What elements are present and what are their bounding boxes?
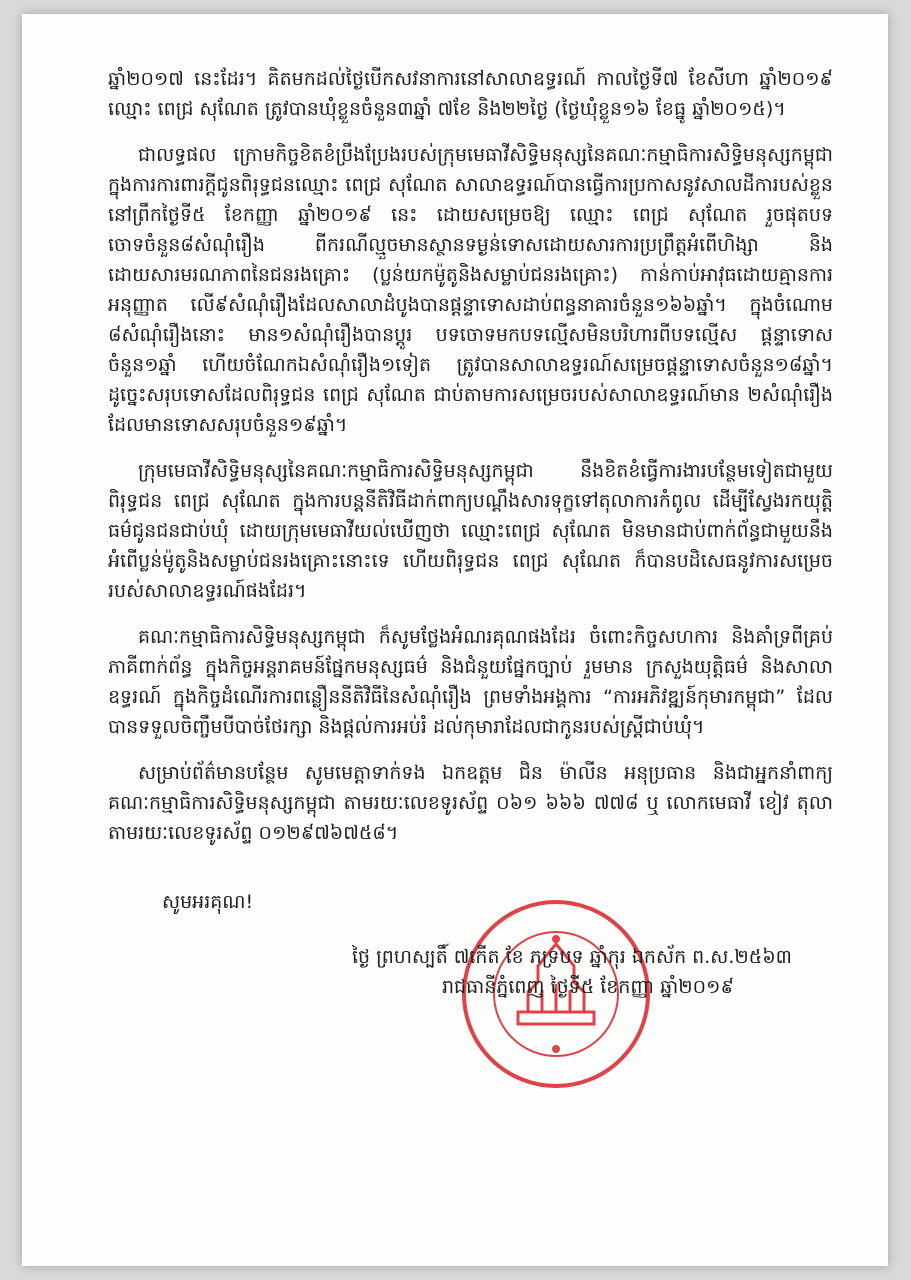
date-block — [352, 942, 832, 1002]
paragraph-4: គណៈកម្មាធិការសិទ្ធិមនុស្សកម្ពុជា ក៏សូមថ្លែងអំណរគុណផងដែរ ចំពោះកិច្ចសហការ និងគាំទ្រពីគ្រប់ភាគីពាក់ព័ន្ធ ក្នុងកិច្ចអន្តរាគមន៍ផ្នែកមនុស្សធម៌ និងជំនួយផ្នែកច្បាប់ រួមមាន ក្រសួងយុត្តិធម៌ និងសាលាឧទ្ធរណ៍ ក្នុងកិច្ចដំណើរការពន្លឿននីតិវិធីនៃសំណុំរឿង ព្រមទាំងអង្គការ “ការអភិវឌ្ឍន៍កុមារកម្ពុជា” ដែលបានទទួលចិញ្ចឹមបីបាច់ថែរក្សា និងផ្តល់ការអប់រំ ដល់កុមារាដែលជាកូនរបស់ស្ត្រីជាប់ឃុំ។ — [108, 626, 833, 738]
paragraph-1: ឆ្នាំ២០១៧ នេះដែរ។ គិតមកដល់ថ្ងៃបើកសវនាការនៅសាលាឧទ្ធរណ៍ កាលថ្ងៃទី៧ ខែសីហា ឆ្នាំ២០១៩ ឈ្មោះ ពេជ្រ សុណែត ត្រូវបានឃុំខ្លួនចំនួន៣ឆ្នាំ ៧ខែ និង២២ថ្ងៃ (ថ្ងៃឃុំខ្លួន១៦ ខែធ្នូ ឆ្នាំ២០១៥)។ — [108, 68, 833, 120]
paragraph-5: សម្រាប់ព័ត៌មានបន្ថែម សូមមេត្តាទាក់ទង ឯកឧត្តម ជិន ម៉ាលីន អនុប្រធាន និងជាអ្នកនាំពាក្យគណៈកម្មាធិការសិទ្ធិមនុស្សកម្ពុជា តាមរយៈលេខទូរស័ព្ទ ០៦១ ៦៦៦ ៧៧៨ ឬ លោកមេធាវី ខៀវ តុលា តាមរយៈលេខទូរស័ព្ទ ០១២៩៧៦៧៥៨។ — [108, 762, 833, 844]
closing-thanks: សូមអរគុណ! — [162, 891, 254, 913]
document-body — [108, 64, 833, 864]
lunar-date-line: ថ្ងៃ ព្រហស្បតិ៍ ៧កើត ខែ ភទ្របទ ឆ្នាំកុរ ឯកស័ក ព.ស.២៥៦៣ — [352, 946, 792, 968]
document-page — [22, 14, 888, 1266]
place-date-line: រាជធានីភ្នំពេញ ថ្ងៃទី៥ ខែកញ្ញា ឆ្នាំ២០១៩ — [442, 976, 734, 998]
paragraph-3: ក្រុមមេធាវីសិទ្ធិមនុស្សនៃគណៈកម្មាធិការសិទ្ធិមនុស្សកម្ពុជា នឹងខិតខំធ្វើការងារបន្ថែមទៀតជាមួយពិរុទ្ធជន ពេជ្រ សុណែត ក្នុងការបន្តនីតិវិធីដាក់ពាក្យបណ្តឹងសារទុក្ខទៅតុលាការកំពូល ដើម្បីស្វែងរកយុត្តិធម៌ជូនជនជាប់ឃុំ ដោយក្រុមមេធាវីយល់ឃើញថា ឈ្មោះពេជ្រ សុណែត មិនមានជាប់ពាក់ព័ន្ធជាមួយនឹងអំពើប្លន់ម៉ូតូនិងសម្លាប់ជនរងគ្រោះនោះទេ ហើយពិរុទ្ធជន ពេជ្រ សុណែត ក៏បានបដិសេធនូវការសម្រេចរបស់សាលាឧទ្ធរណ៍ផងដែរ។ — [108, 460, 833, 602]
paragraph-2: ជាលទ្ធផល ក្រោមកិច្ចខិតខំប្រឹងប្រែងរបស់ក្រុមមេធាវីសិទ្ធិមនុស្សនៃគណៈកម្មាធិការសិទ្ធិមនុស្សកម្ពុជា ក្នុងការការពារក្តីជូនពិរុទ្ធជនឈ្មោះ ពេជ្រ សុណែត សាលាឧទ្ធរណ៍បានធ្វើការប្រកាសនូវសាលដីការបស់ខ្លួន នៅព្រឹកថ្ងៃទី៥ ខែកញ្ញា ឆ្នាំ២០១៩ នេះ ដោយសម្រេចឱ្យ ឈ្មោះ ពេជ្រ សុណែត រួចផុតបទចោទចំនួន៨សំណុំរឿង ពីករណីល្មួចមានស្ថានទម្ងន់ទោសដោយសារការប្រព្រឹត្តអំពើហិង្សា និងដោយសារមរណភាពនៃជនរងគ្រោះ (ប្លន់យកម៉ូតូនិងសម្លាប់ជនរងគ្រោះ) កាន់កាប់អាវុធដោយគ្មានការអនុញ្ញាត លើ៩សំណុំរឿងដែលសាលាដំបូងបានផ្តន្ទាទោសដាប់ពន្ធនាគារចំនួន១៦៦ឆ្នាំ។ ក្នុងចំណោម ៨សំណុំរឿងនោះ មាន១សំណុំរឿងបានប្តូរ បទចោទមកបទល្មើសមិនបរិហារពីបទល្មើស ផ្តន្ទាទោសចំនួន១ឆ្នាំ ហើយចំណែកឯសំណុំរឿង១ទៀត ត្រូវបានសាលាឧទ្ធរណ៍សម្រេចផ្តន្ទាទោសចំនួន១៨ឆ្នាំ។ ដូច្នេះសរុបទោសដែលពិរុទ្ធជន ពេជ្រ សុណែត ជាប់តាមការសម្រេចរបស់សាលាឧទ្ធរណ៍មាន ២សំណុំរឿងដែលមានទោសសរុបចំនួន១៩ឆ្នាំ។ — [108, 144, 833, 436]
